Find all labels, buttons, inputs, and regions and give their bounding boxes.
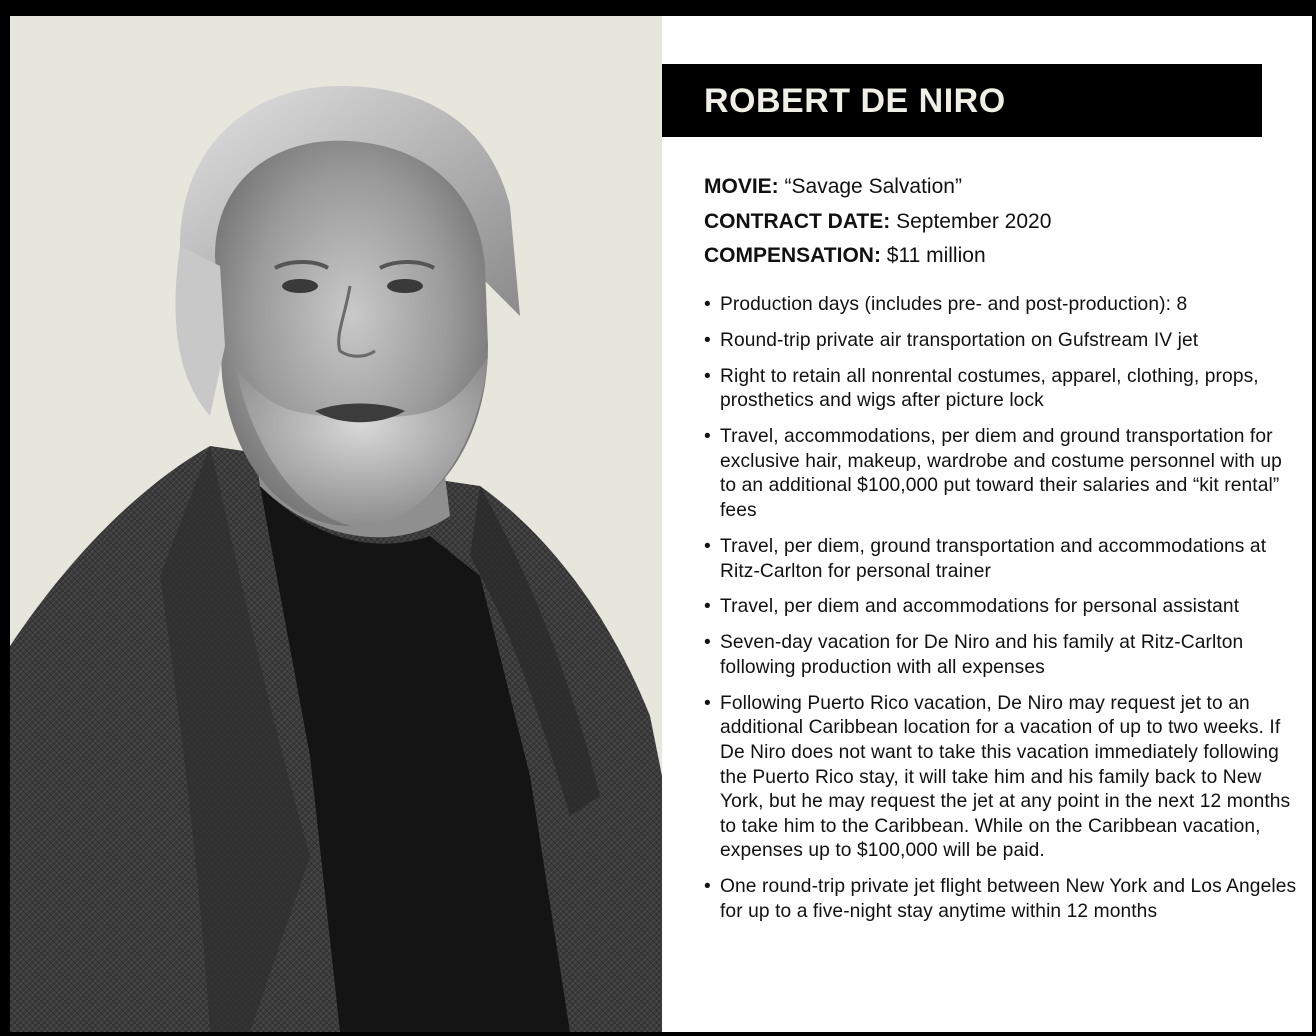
text-panel [662, 16, 1312, 1032]
fact-contract-date [704, 205, 1294, 240]
fact-value: “Savage Salvation” [784, 175, 962, 198]
fact-value: September 2020 [896, 209, 1052, 233]
perk-item: • Seven-day vacation for De Niro and his family at Ritz-Carlton following production with all expenses [704, 631, 1299, 680]
perk-item: • Round-trip private air transportation on Gufstream IV jet [704, 329, 1299, 354]
perk-item: • Travel, per diem, ground transportation and accommodations at Ritz-Carlton for personal trainer [704, 535, 1299, 584]
fact-value: $11 million [886, 244, 986, 267]
perk-item: • Right to retain all nonrental costumes, apparel, clothing, props, prosthetics and wigs after picture lock [704, 365, 1299, 414]
perk-item: • Travel, accommodations, per diem and ground transportation for exclusive hair, makeup, wardrobe and costume personnel with up to an additional $100,000 put toward their salaries and “kit rental” fees [704, 425, 1299, 523]
portrait-photo [10, 16, 662, 1032]
fact-compensation [704, 239, 1294, 274]
frame-left [0, 0, 10, 1036]
contract-facts [704, 170, 1294, 274]
perk-item: • Following Puerto Rico vacation, De Niro may request jet to an additional Caribbean location for a vacation of up to two weeks. If De Niro does not want to take this vacation immediately following the Puerto Rico stay, it will take him and his family back to New York, but he may request the jet at any point in the next 12 months to take him to the Caribbean. While on the Caribbean vacation, expenses up to $100,000 will be paid. [704, 692, 1299, 864]
frame-top [0, 0, 1316, 16]
fact-label: CONTRACT DATE: [704, 209, 891, 233]
fact-movie [704, 170, 1294, 205]
frame-bottom [0, 1032, 1316, 1036]
perk-item: • Production days (includes pre- and post-production): 8 [704, 293, 1299, 318]
perk-item: • One round-trip private jet flight between New York and Los Angeles for up to a five-night stay anytime within 12 months [704, 875, 1299, 924]
portrait-photo-icon [10, 16, 662, 1032]
perk-item: • Travel, per diem and accommodations for personal assistant [704, 595, 1299, 620]
frame-right [1312, 0, 1316, 1036]
fact-label: MOVIE: [704, 175, 779, 198]
fact-label: COMPENSATION: [704, 244, 881, 267]
perks-list [704, 293, 1299, 936]
actor-name: ROBERT DE NIRO [704, 82, 1006, 120]
name-banner [662, 64, 1262, 137]
